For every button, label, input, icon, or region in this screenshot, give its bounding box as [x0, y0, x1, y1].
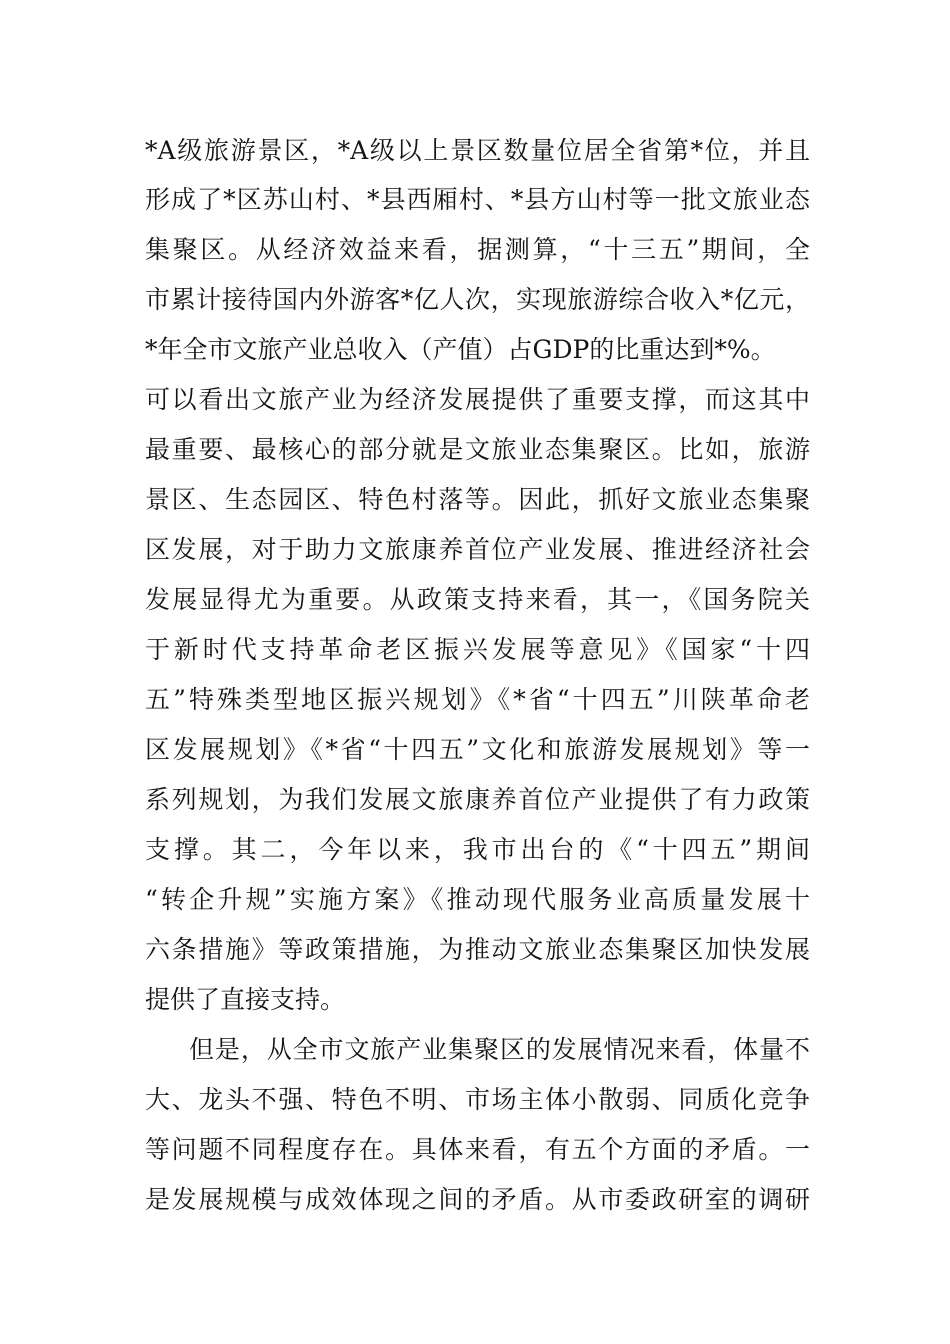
text-line-6: 可以看出文旅产业为经济发展提供了重要支撑，而这其中 — [145, 385, 810, 414]
text-line-10: 发展显得尤为重要。从政策支持来看，其一，《国务院关 — [145, 585, 810, 614]
text-line-18: 提供了直接支持。 — [145, 985, 346, 1014]
text-line-4: 市累计接待国内外游客*亿人次，实现旅游综合收入*亿元， — [145, 285, 810, 314]
text-line-14: 系列规划，为我们发展文旅康养首位产业提供了有力政策 — [145, 785, 810, 814]
text-line-5: *年全市文旅产业总收入（产值）占GDP的比重达到*%。 — [145, 335, 776, 364]
text-line-2: 形成了*区苏山村、*县西厢村、*县方山村等一批文旅业态 — [145, 185, 810, 214]
text-line-21: 等问题不同程度存在。具体来看，有五个方面的矛盾。一 — [145, 1135, 810, 1164]
text-line-8: 景区、生态园区、特色村落等。因此，抓好文旅业态集聚 — [145, 485, 810, 514]
text-line-17: 六条措施》等政策措施，为推动文旅业态集聚区加快发展 — [145, 935, 810, 964]
text-line-22: 是发展规模与成效体现之间的矛盾。从市委政研室的调研 — [145, 1185, 810, 1214]
text-line-13: 区发展规划》《*省“十四五”文化和旅游发展规划》等一 — [145, 735, 810, 764]
text-line-15: 支撑。其二，今年以来，我市出台的《“十四五”期间 — [145, 835, 810, 864]
text-line-1: *A级旅游景区，*A级以上景区数量位居全省第*位，并且 — [145, 136, 810, 165]
text-line-12: 五”特殊类型地区振兴规划》《*省“十四五”川陕革命老 — [145, 685, 810, 714]
text-line-11: 于新时代支持革命老区振兴发展等意见》《国家“十四 — [145, 635, 810, 664]
text-line-16: “转企升规”实施方案》《推动现代服务业高质量发展十 — [145, 885, 810, 914]
text-line-3: 集聚区。从经济效益来看，据测算，“十三五”期间，全 — [145, 235, 810, 264]
text-line-19: 但是，从全市文旅产业集聚区的发展情况来看，体量不 — [189, 1035, 810, 1064]
text-line-9: 区发展，对于助力文旅康养首位产业发展、推进经济社会 — [145, 535, 810, 564]
text-line-20: 大、龙头不强、特色不明、市场主体小散弱、同质化竞争 — [145, 1085, 810, 1114]
text-line-7: 最重要、最核心的部分就是文旅业态集聚区。比如，旅游 — [145, 435, 810, 464]
